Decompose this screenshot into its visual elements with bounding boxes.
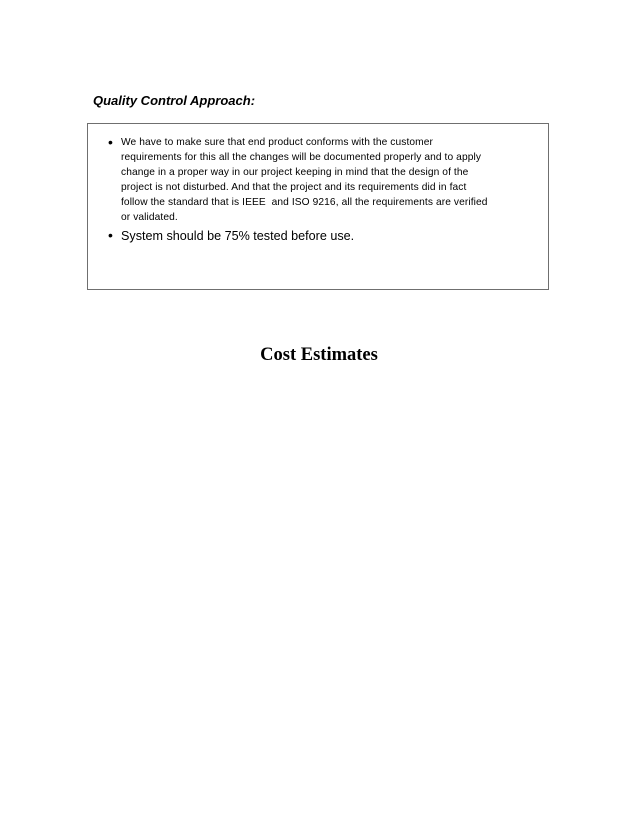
list-item [88, 135, 548, 225]
text-line: project is not disturbed. And that the project and its requirements did in fact [121, 182, 467, 193]
text-line: We have to make sure that end product conforms with the customer [121, 137, 433, 148]
list-item-text: System should be 75% tested before use. [121, 229, 355, 243]
quality-control-box [87, 123, 549, 290]
list-item [88, 227, 548, 245]
text-line: or validated. [121, 212, 178, 223]
text-line: change in a proper way in our project keeping in mind that the design of the [121, 167, 469, 178]
text-line: follow the standard that is IEEE and ISO 9216, all the requirements are verified [121, 197, 488, 208]
cost-estimates-heading: Cost Estimates [260, 345, 378, 365]
text-line: requirements for this all the changes will be documented properly and to apply [121, 152, 482, 163]
bullet-icon: • [108, 227, 113, 243]
list-item-text [121, 135, 536, 225]
quality-control-heading: Quality Control Approach: [93, 93, 256, 108]
quality-control-list [88, 135, 548, 245]
bullet-icon: • [108, 134, 113, 150]
